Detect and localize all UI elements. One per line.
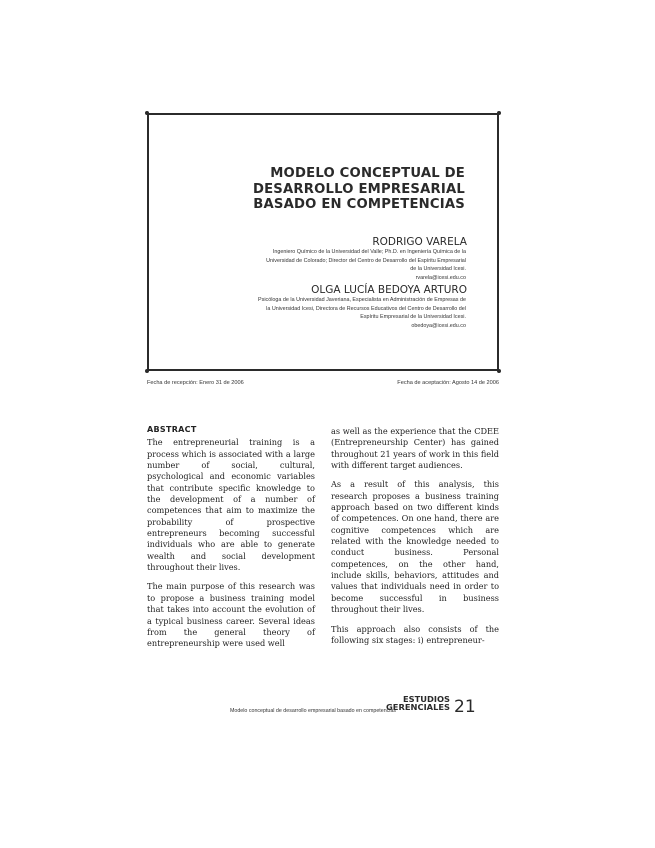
author-2-name: OLGA LUCÍA BEDOYA ARTURO — [311, 284, 467, 296]
affiliation-line: Ingeniero Químico de la Universidad del Valle; Ph.D. en Ingeniería Química de la — [272, 249, 466, 255]
affiliation-line: Universidad de Colorado; Director del Centro de Desarrollo del Espíritu Empresarial — [266, 257, 466, 264]
frame-corner-bottom-right — [497, 369, 501, 373]
abstract-heading: ABSTRACT — [147, 425, 197, 434]
frame-corner-top-left — [145, 111, 149, 115]
article-title — [253, 166, 465, 213]
journal-logo — [386, 695, 450, 711]
title-line: DESARROLLO EMPRESARIAL — [252, 181, 465, 197]
affiliation-line: la Universidad Icesi, Directora de Recursos Educativos del Centro de Desarrollo del — [266, 305, 466, 312]
running-title: Modelo conceptual de desarrollo empresarial basado en competencias — [230, 708, 397, 714]
column-left — [147, 424, 315, 658]
received-date: Fecha de recepción: Enero 31 de 2006 — [147, 380, 244, 386]
frame-corner-top-right — [497, 111, 501, 115]
column-right — [331, 426, 499, 654]
author-1-name: RODRIGO VARELA — [372, 236, 467, 248]
journal-name-line2: GERENCIALES — [386, 702, 451, 712]
author-email: obedoya@icesi.edu.co — [411, 322, 466, 329]
affiliation-line: Psicóloga de la Universidad Javeriana, Especialista en Administración de Empresas de — [258, 297, 466, 303]
page-number: 21 — [454, 697, 476, 717]
journal-name-line1: ESTUDIOS — [402, 694, 451, 704]
paragraph: This approach also consists of the following six stages: i) entrepreneur- — [331, 623, 499, 645]
paragraph: The entrepreneurial training is a process which is associated with a large number of social, cultural, psychological and economic variables that contribute specific knowledge to the development of a number of competences that aim to maximize the probability of prospective entrepreneurs becoming successful individuals who are able to generate wealth and social development throughout their lives. — [147, 437, 315, 573]
paragraph: as well as the experience that the CDEE (Entrepreneurship Center) has gained throughout 21 years of work in this field with different target audiences. — [331, 426, 500, 471]
author-email: rvarela@icesi.edu.co — [415, 274, 466, 281]
title-line: BASADO EN COMPETENCIAS — [253, 197, 465, 212]
author-1-affiliation — [266, 248, 466, 282]
frame-corner-bottom-left — [145, 369, 149, 373]
author-2-affiliation — [258, 296, 466, 330]
accepted-date: Fecha de aceptación: Agosto 14 de 2006 — [397, 380, 499, 386]
paragraph: As a result of this analysis, this research proposes a business training approach based on two different kinds of competences. On one hand, there are cognitive competences which are related with the knowledge needed to conduct business. Personal competences, on the other hand, include skills, behaviors, attitudes and values that individuals need in order to become successful in business throughout their lives. — [331, 479, 499, 615]
title-line: MODELO CONCEPTUAL DE — [270, 166, 465, 181]
affiliation-line: de la Universidad Icesi. — [410, 266, 466, 272]
paragraph: The main purpose of this research was to propose a business training model that takes into account the evolution of a typical business career. Several ideas from the general theory of entrepreneurship were used well — [147, 581, 315, 649]
affiliation-line: Espíritu Empresarial de la Universidad Icesi. — [360, 314, 466, 320]
